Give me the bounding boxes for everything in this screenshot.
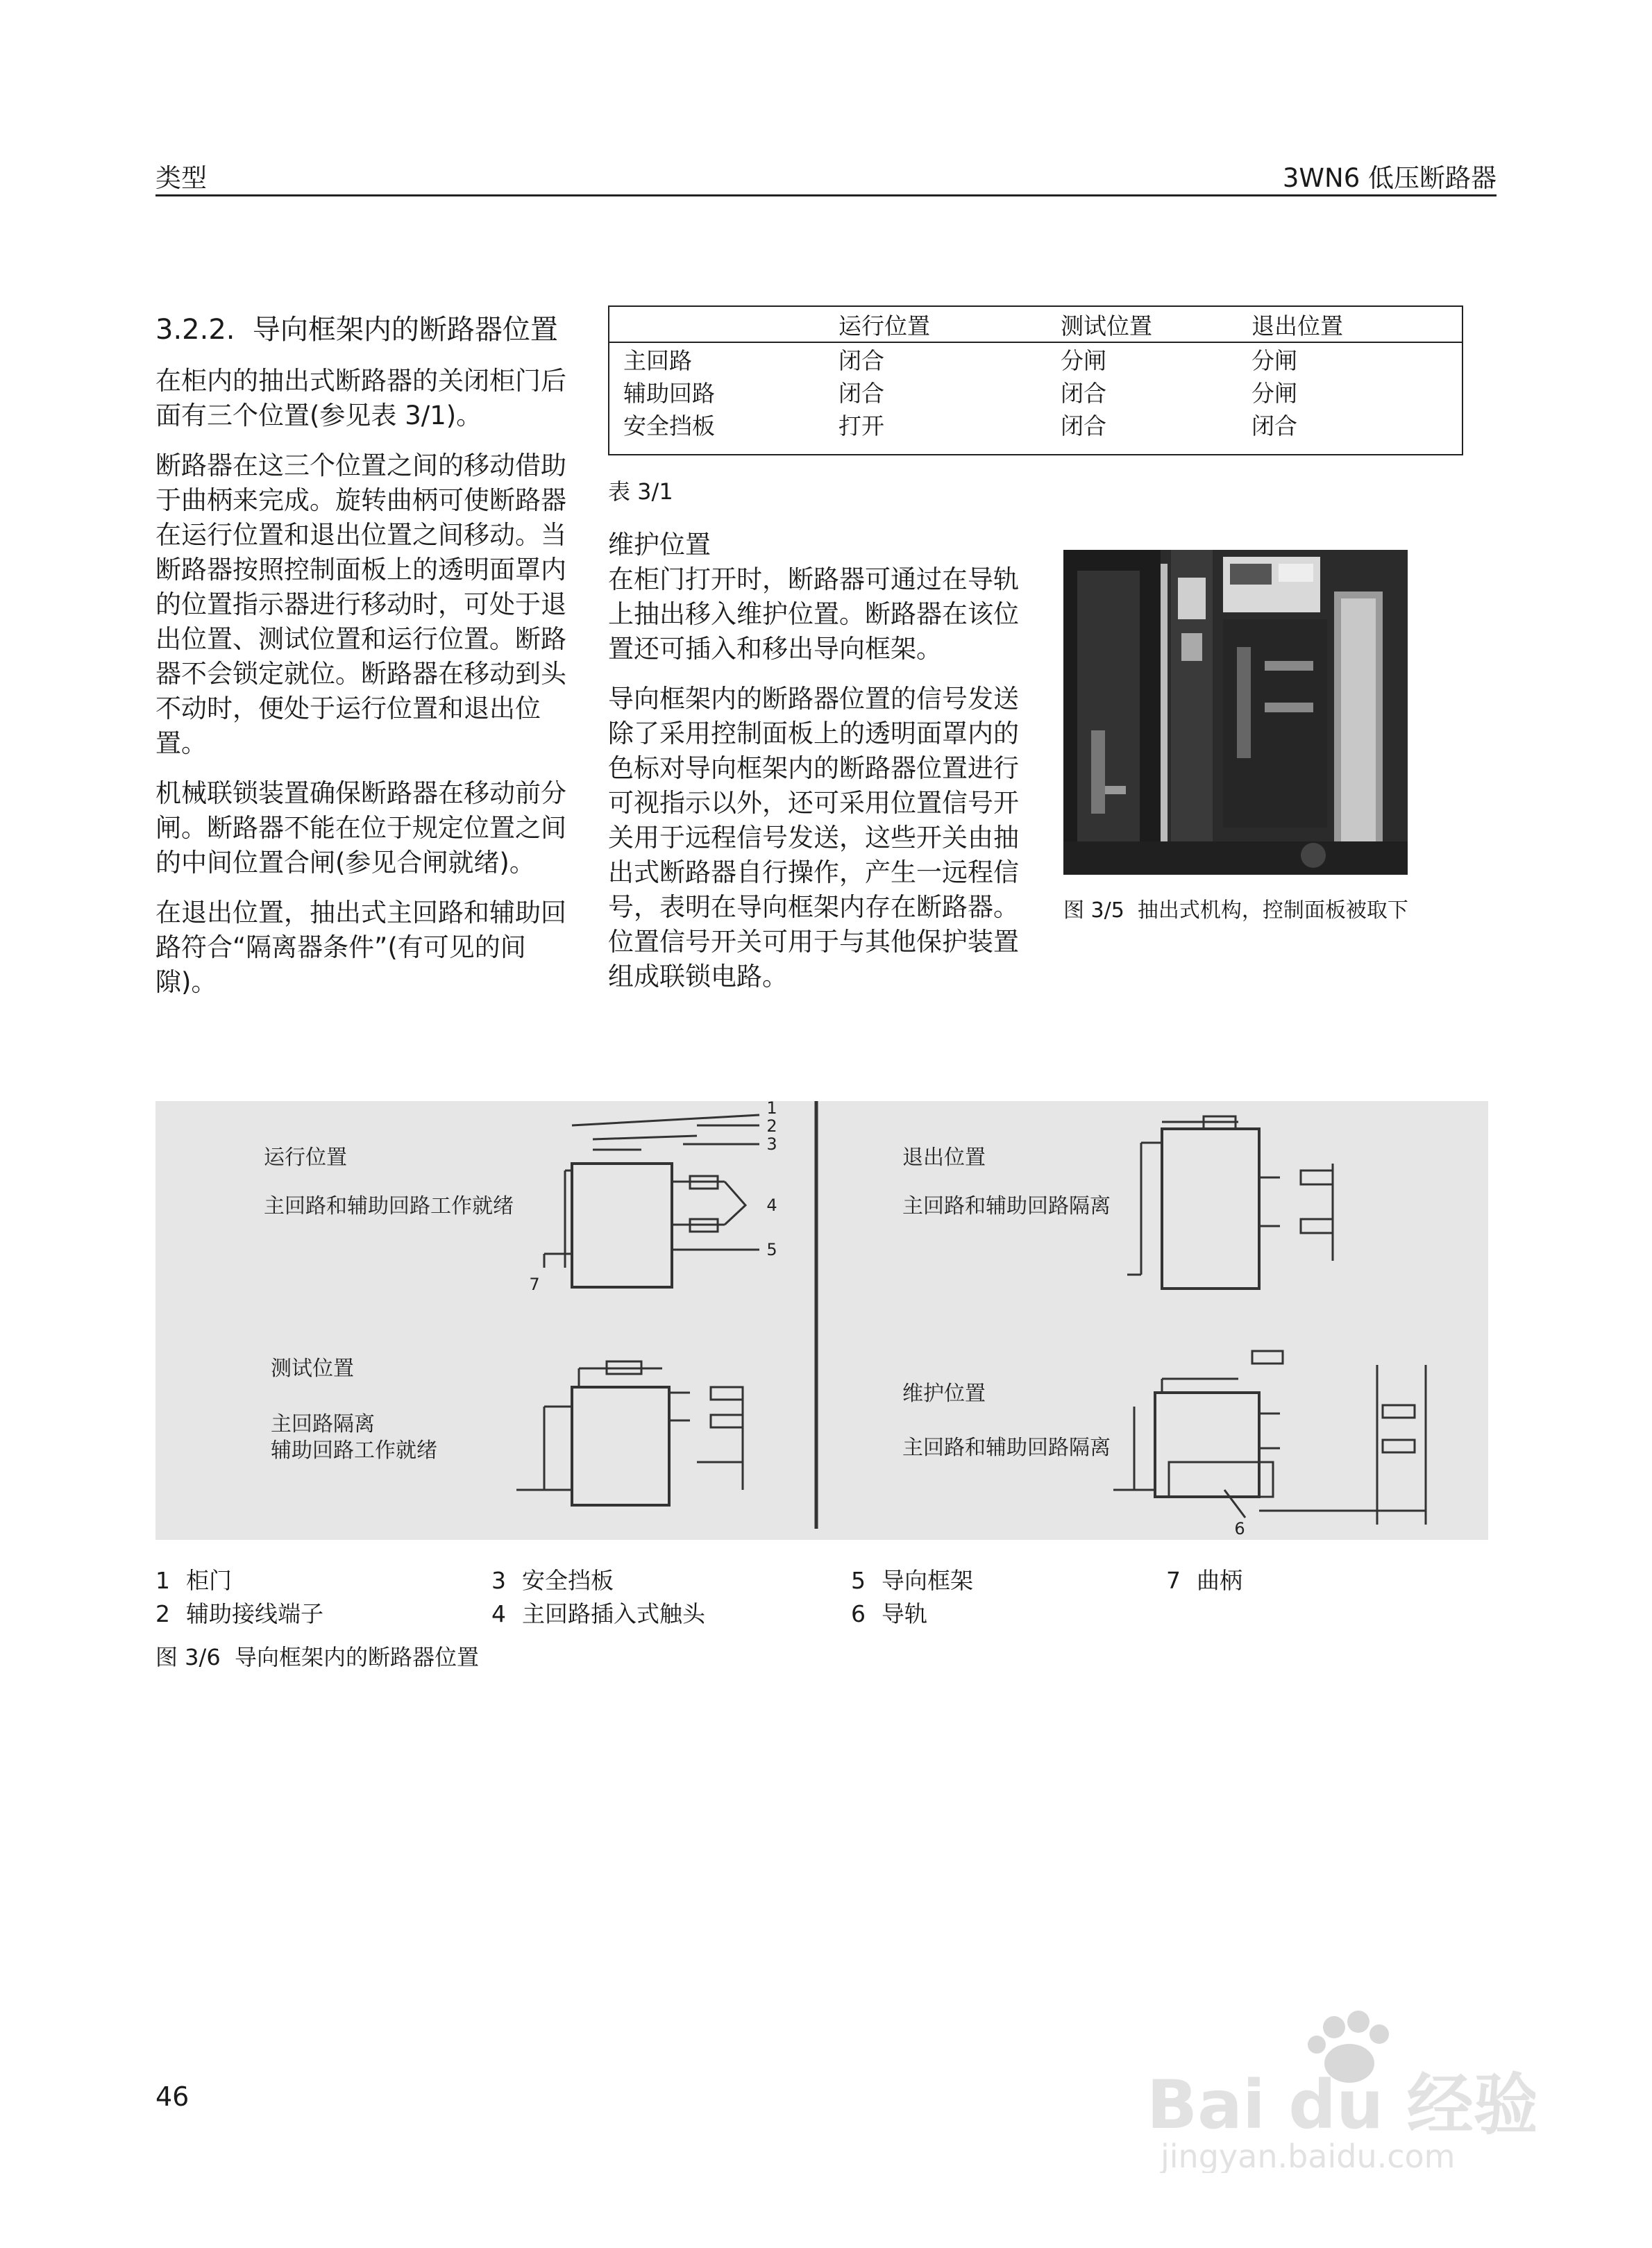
table-cell: 安全挡板 xyxy=(623,412,715,439)
panel-text-running: 主回路和辅助回路工作就绪 xyxy=(264,1194,514,1218)
header-rule xyxy=(155,194,1497,196)
paragraph: 机械联锁装置确保断路器在移动前分闸。断路器不能在位于规定位置之间的中间位置合闸(参见合闸就绪)。 xyxy=(155,778,566,878)
legend-item: 1 柜门 xyxy=(155,1567,232,1594)
signal-text: 除了采用控制面板上的透明面罩内的色标对导向框架内的断路器位置进行可视指示以外，还可采用位置信号开关用于远程信号发送，这些开关由抽出式断路器自行操作，产生一远程信号，表明在导向框架内存在断路器。位置信号开关可用于与其他保护装置组成联锁电路。 xyxy=(608,719,1019,991)
panel-text-test: 主回路隔离 xyxy=(271,1412,375,1436)
table-cell: 辅助回路 xyxy=(623,380,715,407)
table-row xyxy=(609,376,1462,408)
paw-logo-icon xyxy=(1147,2006,1535,2173)
table-cell: 打开 xyxy=(838,412,884,439)
legend-item: 6 导轨 xyxy=(851,1600,927,1627)
table-header xyxy=(609,307,825,342)
paragraph: 在退出位置，抽出式主回路和辅助回路符合“隔离器条件”(有可见的间隙)。 xyxy=(155,898,566,997)
watermark-url: jingyan.baidu.com xyxy=(1161,2138,1456,2173)
baidu-watermark-logo xyxy=(1147,2006,1535,2173)
header-section: 类型 xyxy=(155,163,207,193)
middle-column xyxy=(608,528,1041,1009)
panel-title-test: 测试位置 xyxy=(271,1357,354,1381)
legend-column xyxy=(851,1564,973,1631)
section-title: 3.2.2. 导向框架内的断路器位置 xyxy=(155,314,558,346)
page-number: 46 xyxy=(155,2081,189,2112)
position-table xyxy=(608,305,1463,455)
callout-1: 1 xyxy=(766,1101,777,1118)
panel-text-withdrawn: 主回路和辅助回路隔离 xyxy=(902,1194,1111,1218)
table-cell: 主回路 xyxy=(623,347,692,374)
table-cell: 闭合 xyxy=(1061,412,1106,439)
table-cell: 闭合 xyxy=(838,347,884,374)
legend-item: 4 主回路插入式触头 xyxy=(491,1600,705,1627)
table-header: 退出位置 xyxy=(1251,312,1343,339)
header-product: 3WN6 低压断路器 xyxy=(1282,163,1497,193)
callout-3: 3 xyxy=(766,1134,777,1154)
mechanism-photo xyxy=(1063,550,1408,875)
position-diagram xyxy=(155,1101,1488,1540)
table-header: 运行位置 xyxy=(838,312,930,339)
legend-item: 2 辅助接线端子 xyxy=(155,1600,323,1627)
callout-2: 2 xyxy=(766,1116,777,1136)
table-cell: 分闸 xyxy=(1251,347,1297,374)
paragraph: 在柜内的抽出式断路器的关闭柜门后面有三个位置(参见表 3/1)。 xyxy=(155,366,566,430)
callout-6: 6 xyxy=(1234,1519,1245,1538)
photo-caption: 图 3/5 抽出式机构，控制面板被取下 xyxy=(1063,898,1408,923)
position-diagram-drawing xyxy=(155,1101,1488,1540)
panel-title-withdrawn: 退出位置 xyxy=(902,1146,986,1170)
table-header: 测试位置 xyxy=(1061,312,1152,339)
watermark-brand: Bai du 经验 xyxy=(1147,2066,1535,2144)
legend-item: 5 导向框架 xyxy=(851,1567,973,1594)
table-header-row xyxy=(609,307,1462,342)
table-cell: 分闸 xyxy=(1061,347,1106,374)
paragraph: 断路器在这三个位置之间的移动借助于曲柄来完成。旋转曲柄可使断路器在运行位置和退出位置之间移动。当断路器按照控制面板上的透明面罩内的位置指示器进行移动时，可处于退出位置、测试位置和运行位置。断路器不会锁定就位。断路器在移动到头不动时，便处于运行位置和退出位置。 xyxy=(155,451,566,758)
table-row xyxy=(609,342,1462,376)
maintenance-position-drawing xyxy=(1113,1351,1426,1525)
maintenance-text: 在柜门打开时，断路器可通过在导轨上抽出移入维护位置。断路器在该位置还可插入和移出导向框架。 xyxy=(608,564,1019,664)
table-cell: 闭合 xyxy=(838,380,884,407)
signal-title: 导向框架内的断路器位置的信号发送 xyxy=(608,684,1019,714)
legend-column xyxy=(1166,1564,1242,1597)
legend-item: 7 曲柄 xyxy=(1166,1567,1242,1594)
figure-caption: 图 3/6 导向框架内的断路器位置 xyxy=(155,1644,480,1670)
table-cell: 闭合 xyxy=(1061,380,1106,407)
table-cell: 闭合 xyxy=(1251,412,1297,439)
running-position-drawing xyxy=(544,1115,759,1287)
callout-4: 4 xyxy=(766,1196,777,1215)
panel-text-maintenance: 主回路和辅助回路隔离 xyxy=(902,1436,1111,1460)
withdrawn-position-drawing xyxy=(1127,1116,1333,1289)
legend-column xyxy=(491,1564,705,1631)
panel-text-test: 辅助回路工作就绪 xyxy=(271,1438,437,1463)
panel-title-running: 运行位置 xyxy=(264,1146,347,1170)
left-column xyxy=(155,311,583,1015)
table-cell: 分闸 xyxy=(1251,380,1297,407)
panel-title-maintenance: 维护位置 xyxy=(902,1382,986,1406)
legend-item: 3 安全挡板 xyxy=(491,1567,614,1594)
callout-5: 5 xyxy=(766,1240,777,1259)
callout-7: 7 xyxy=(529,1275,540,1294)
maintenance-title: 维护位置 xyxy=(608,530,711,560)
table-caption: 表 3/1 xyxy=(608,478,673,505)
legend-column xyxy=(155,1564,323,1631)
mechanism-photo-illustration xyxy=(1063,550,1408,875)
table-row xyxy=(609,408,1462,441)
test-position-drawing xyxy=(516,1361,743,1505)
